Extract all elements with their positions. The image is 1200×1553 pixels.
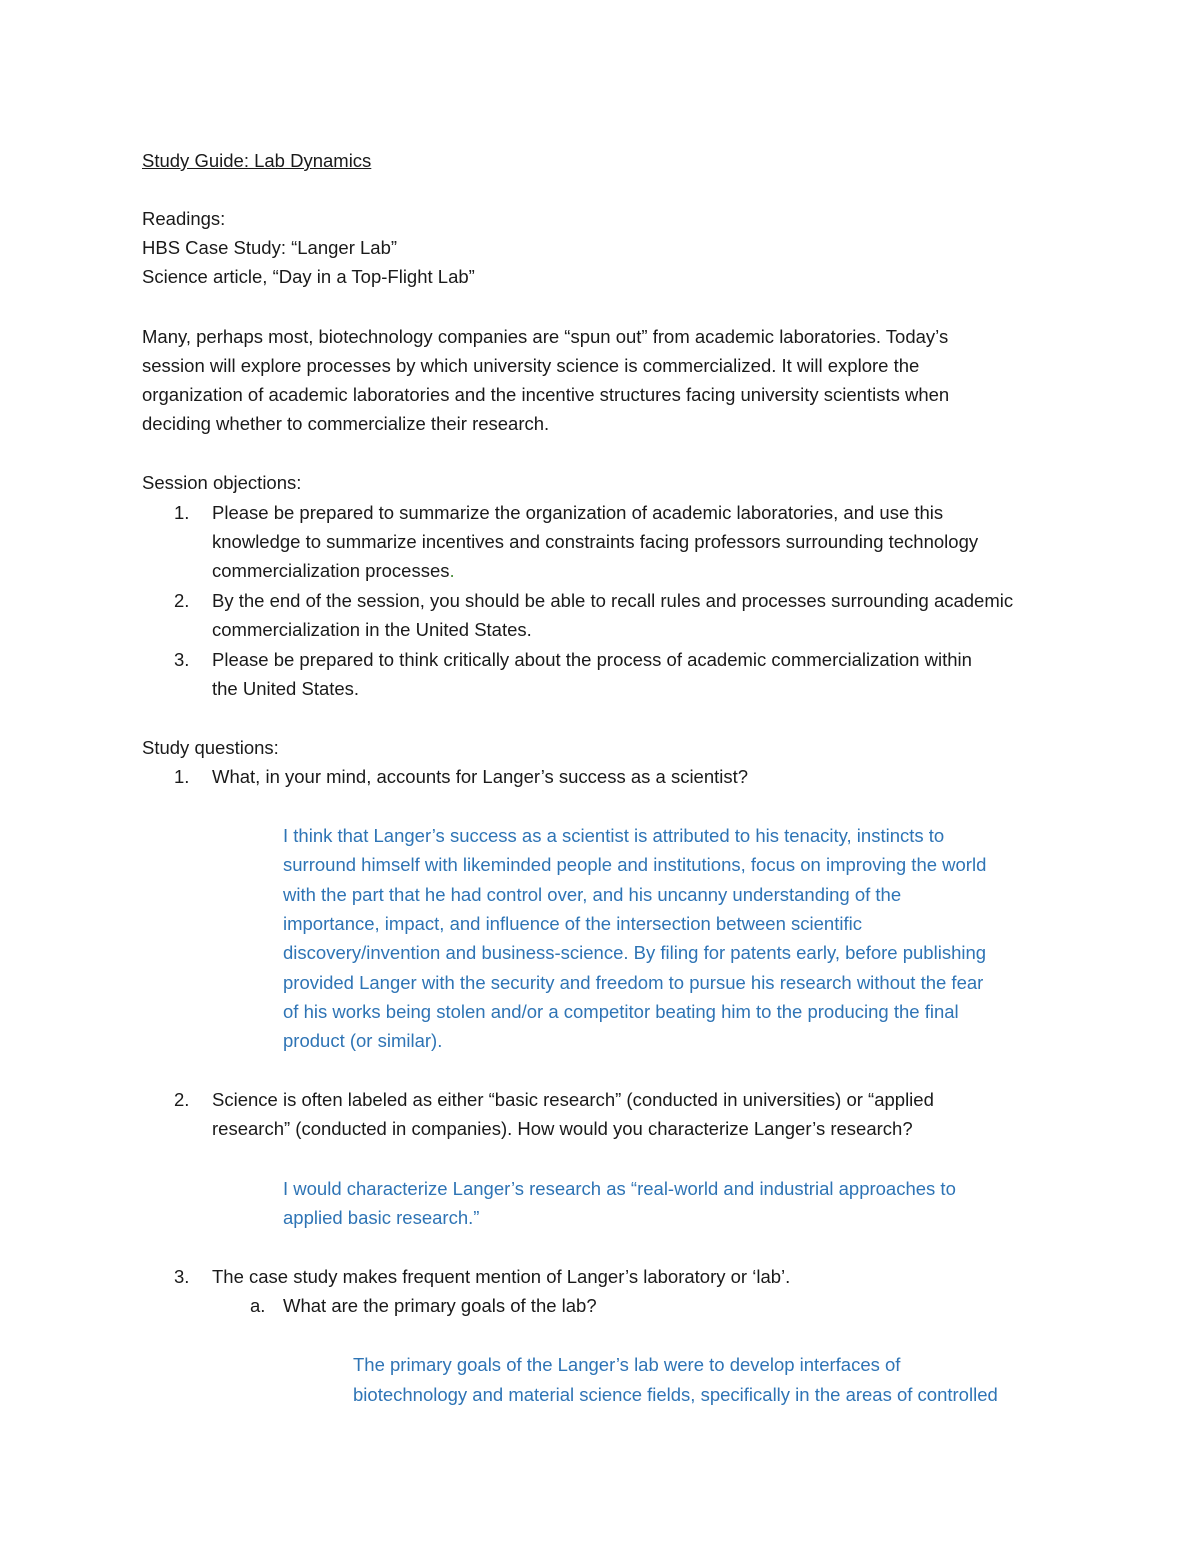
answer-line: with the part that he had control over, and his uncanny understanding of the [283, 884, 902, 905]
objective-line: commercialization processes [212, 560, 450, 581]
sub-list-letter: a. [250, 1295, 266, 1316]
objective-line: knowledge to summarize incentives and constraints facing professors surrounding technology [212, 531, 979, 552]
questions-heading: Study questions: [142, 737, 279, 758]
objectives-heading: Session objections: [142, 472, 302, 493]
answer-line: I would characterize Langer’s research as “real-world and industrial approaches to [283, 1178, 956, 1199]
answer-line: surround himself with likeminded people and institutions, focus on improving the world [283, 854, 987, 875]
objective-line: Please be prepared to summarize the organization of academic laboratories, and use this [212, 502, 944, 523]
answer-line: product (or similar). [283, 1030, 443, 1051]
list-number: 3. [174, 1266, 190, 1287]
intro-line: Many, perhaps most, biotechnology companies are “spun out” from academic laboratories. Today’s [142, 326, 949, 347]
objective-line-with-dot [212, 556, 455, 585]
answer-line: The primary goals of the Langer’s lab were to develop interfaces of [353, 1354, 901, 1375]
question-text: research” (conducted in companies). How would you characterize Langer’s research? [212, 1118, 913, 1139]
readings-heading: Readings: [142, 208, 226, 229]
document-title: Study Guide: Lab Dynamics [142, 150, 372, 171]
question-text: The case study makes frequent mention of Langer’s laboratory or ‘lab’. [212, 1266, 791, 1287]
question-text: Science is often labeled as either “basic research” (conducted in universities) or “applied [212, 1089, 934, 1110]
intro-line: organization of academic laboratories and the incentive structures facing university scientists when [142, 384, 950, 405]
objective-trailing-dot: . [449, 560, 455, 581]
question-text: What, in your mind, accounts for Langer’s success as a scientist? [212, 766, 749, 787]
objective-line: Please be prepared to think critically about the process of academic commercialization within [212, 649, 972, 670]
list-number: 1. [174, 502, 190, 523]
objective-line: commercialization in the United States. [212, 619, 532, 640]
list-number: 2. [174, 1089, 190, 1110]
answer-line: provided Langer with the security and freedom to pursue his research without the fear [283, 972, 984, 993]
answer-line: importance, impact, and influence of the intersection between scientific [283, 913, 862, 934]
list-number: 3. [174, 649, 190, 670]
list-number: 2. [174, 590, 190, 611]
reading-item: HBS Case Study: “Langer Lab” [142, 237, 398, 258]
objective-line: By the end of the session, you should be able to recall rules and processes surrounding academic [212, 590, 1014, 611]
list-number: 1. [174, 766, 190, 787]
sub-question-text: What are the primary goals of the lab? [283, 1295, 597, 1316]
answer-line: biotechnology and material science fields, specifically in the areas of controlled [353, 1384, 998, 1405]
intro-line: session will explore processes by which university science is commercialized. It will explore the [142, 355, 920, 376]
reading-item: Science article, “Day in a Top-Flight Lab” [142, 266, 475, 287]
objective-line: the United States. [212, 678, 360, 699]
answer-line: discovery/invention and business-science. By filing for patents early, before publishing [283, 942, 987, 963]
answer-line: applied basic research.” [283, 1207, 480, 1228]
answer-line: of his works being stolen and/or a competitor beating him to the producing the final [283, 1001, 959, 1022]
intro-line: deciding whether to commercialize their research. [142, 413, 550, 434]
answer-line: I think that Langer’s success as a scientist is attributed to his tenacity, instincts to [283, 825, 945, 846]
